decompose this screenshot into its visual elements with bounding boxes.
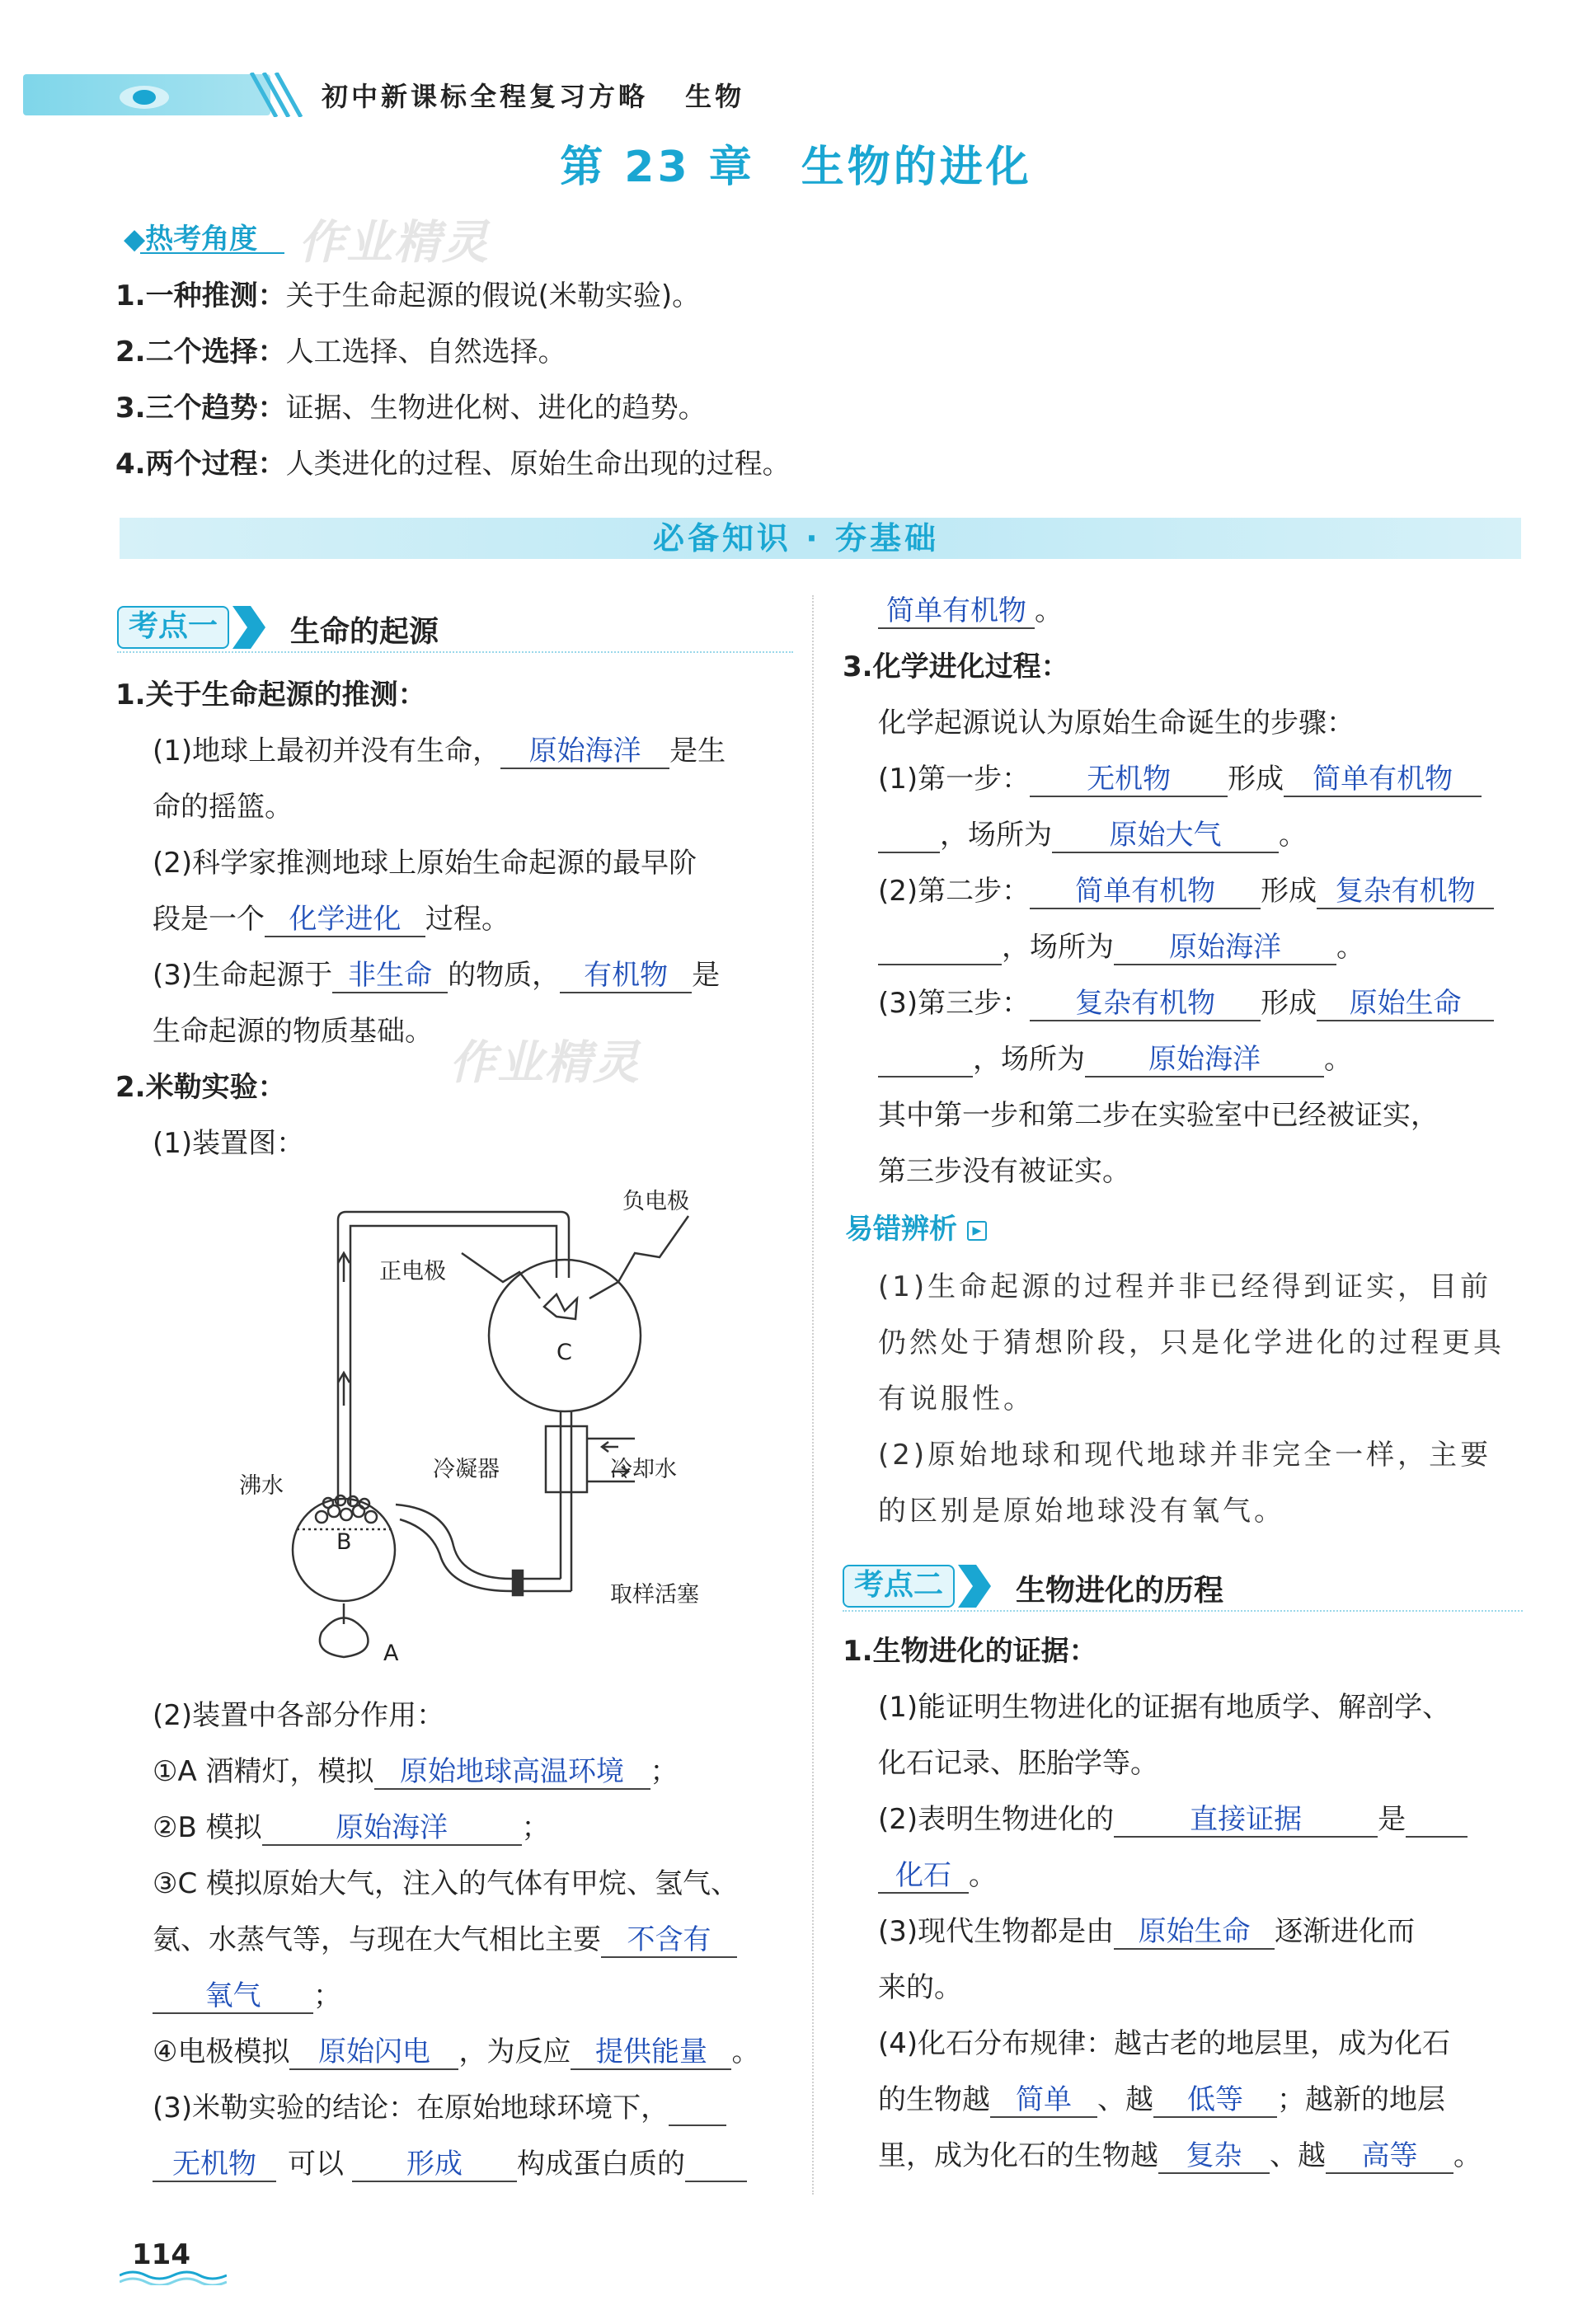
answer-blank: 原始闪电 (289, 2036, 458, 2070)
kd1-q1-3d: 生命起源的物质基础。 (153, 1015, 433, 1048)
answer-blank (1406, 1804, 1468, 1838)
hot-topics-label: ◆热考角度 (124, 223, 258, 256)
hint-2b: 的区别是原始地球没有氧气。 (878, 1495, 1285, 1528)
text: (3)现代生物都是由 (878, 1915, 1115, 1948)
hot-item-text: 人工选择、自然选择。 (285, 336, 566, 369)
right-q3-intro: 化学起源说认为原始生命诞生的步骤： (878, 707, 1355, 739)
text: 、越 (1097, 2083, 1153, 2116)
kd1-q2-2-3a: ③C 模拟原始大气，注入的气体有甲烷、氢气、 (153, 1867, 740, 1900)
chevron-right-icon (958, 1565, 991, 1608)
summary-2: 第三步没有被证实。 (878, 1155, 1130, 1188)
text: (1)第一步： (878, 763, 1031, 796)
hint-1c: 有说服性。 (878, 1383, 1035, 1416)
answer-blank (685, 2148, 747, 2182)
kd1-title: 生命的起源 (290, 615, 439, 649)
text: 。 (731, 2035, 760, 2068)
evidence-4e (878, 2137, 1482, 2175)
kd1-q2-3 (153, 2145, 747, 2183)
right-cont (878, 592, 1063, 630)
hot-item-text: 人类进化的过程、原始生命出现的过程。 (285, 448, 791, 481)
hot-item-head: 1.一种推测： (115, 279, 286, 312)
hot-item-head: 3.三个趋势： (115, 392, 286, 425)
text: 。 (1336, 931, 1364, 964)
answer-blank: 复杂 (1158, 2140, 1270, 2174)
text: 形成 (1228, 763, 1284, 796)
book-logo-icon (115, 79, 173, 112)
step3 (878, 984, 1494, 1022)
answer-blank: 高等 (1326, 2140, 1453, 2174)
answer-blank: 化石 (878, 1860, 969, 1894)
chevron-right-icon (232, 606, 265, 649)
hot-item-4 (115, 445, 791, 483)
condenser-label: 冷凝器 (433, 1457, 500, 1482)
answer-blank: 提供能量 (571, 2036, 731, 2070)
text: 氨、水蒸气等，与现在大气相比主要 (153, 1923, 601, 1956)
text: 。 (1279, 819, 1307, 852)
kd1-q2-1: (1)装置图： (153, 1127, 305, 1160)
text: (1)地球上最初并没有生命， (153, 735, 501, 768)
text: ；越新的地层 (1277, 2083, 1445, 2116)
text: 的生物越 (878, 2083, 990, 2116)
answer-blank: 原始海洋 (262, 1812, 522, 1846)
text: 。 (1035, 594, 1063, 627)
kd1-q1-title: 1.关于生命起源的推测： (115, 678, 426, 711)
negative-electrode-label: 负电极 (622, 1189, 689, 1214)
text: ； (313, 1979, 341, 2012)
kd1-q2-2-3 (153, 1921, 737, 1959)
text: (2)表明生物进化的 (878, 1803, 1115, 1836)
hot-item-head: 4.两个过程： (115, 448, 286, 481)
watermark: 作业精灵 (449, 1036, 641, 1090)
kd1-q2-2-3c (153, 1977, 341, 2015)
answer-blank: 简单有机物 (878, 595, 1035, 629)
right-q3-title: 3.化学进化过程： (843, 650, 1069, 683)
evidence-1b: 化石记录、胚胎学等。 (878, 1747, 1158, 1780)
text: 是 (692, 959, 721, 992)
text: 是 (1378, 1803, 1407, 1836)
answer-blank: 不含有 (601, 1924, 737, 1958)
text: 。 (1324, 1043, 1352, 1076)
evidence-title: 1.生物进化的证据： (843, 1635, 1097, 1668)
text: ②B 模拟 (153, 1811, 262, 1844)
subject: 生物 (685, 81, 745, 112)
text: ，场所为 (940, 819, 1052, 852)
answer-blank: 低等 (1153, 2084, 1277, 2118)
answer-blank (669, 2092, 726, 2126)
text: 。 (969, 1859, 997, 1892)
evidence-4b (878, 2081, 1445, 2119)
kd1-tag: 考点一 (117, 606, 229, 649)
miller-apparatus-diagram (231, 1175, 742, 1669)
lamp-a-label: A (383, 1641, 399, 1666)
evidence-3c: 来的。 (878, 1971, 962, 2004)
evidence-2 (878, 1801, 1468, 1838)
header-stripes (247, 73, 313, 117)
answer-blank: 直接证据 (1114, 1804, 1378, 1838)
hot-item-3 (115, 389, 707, 427)
kd2-underline (843, 1610, 1523, 1612)
answer-blank: 原始海洋 (500, 735, 669, 769)
sampling-valve-label: 取样活塞 (610, 1582, 699, 1608)
text: ①A 酒精灯，模拟 (153, 1755, 374, 1788)
watermark: 作业精灵 (298, 216, 490, 270)
text: 可以 (288, 2148, 344, 2181)
evidence-3 (878, 1913, 1415, 1951)
kd1-q1-3 (153, 956, 720, 994)
hot-item-2 (115, 333, 566, 371)
hot-label-underline (140, 252, 284, 254)
page-number: 114 (132, 2238, 190, 2271)
hint-2a: (2)原始地球和现代地球并非完全一样，主要 (878, 1439, 1492, 1472)
answer-blank: 简单 (990, 2084, 1097, 2118)
step2-b (878, 928, 1364, 966)
text: ，场所为 (1002, 931, 1114, 964)
answer-blank: 简单有机物 (1030, 876, 1261, 909)
chapter-title: 第 23 章 生物的进化 (560, 143, 1032, 192)
answer-blank (878, 932, 1002, 965)
hint-1a: (1)生命起源的过程并非已经得到证实，目前 (878, 1270, 1492, 1303)
hot-item-head: 2.二个选择： (115, 336, 286, 369)
answer-blank: 原始海洋 (1114, 932, 1336, 965)
answer-blank: 原始地球高温环境 (374, 1756, 650, 1790)
text: ，场所为 (973, 1043, 1085, 1076)
text: ； (521, 1811, 550, 1844)
kd1-q1-1c: 命的摇篮。 (153, 791, 293, 824)
text: 。 (1453, 2139, 1482, 2172)
text: 形成 (1261, 987, 1317, 1020)
text: 的物质， (448, 959, 561, 992)
answer-blank: 非生命 (332, 960, 448, 993)
kd1-q1-1 (153, 732, 726, 770)
answer-blank: 有机物 (560, 960, 692, 993)
cooling-water-label: 冷却水 (610, 1457, 677, 1482)
play-icon: ▶ (967, 1221, 987, 1241)
evidence-1a: (1)能证明生物进化的证据有地质学、解剖学、 (878, 1691, 1451, 1724)
answer-blank: 原始海洋 (1085, 1044, 1324, 1077)
evidence-4a: (4)化石分布规律：越古老的地层里，成为化石 (878, 2027, 1451, 2060)
summary-1: 其中第一步和第二步在实验室中已经被证实， (878, 1099, 1439, 1132)
hot-item-text: 证据、生物进化树、进化的趋势。 (285, 392, 707, 425)
kd1-q1-2a: (2)科学家推测地球上原始生命起源的最早阶 (153, 847, 697, 880)
hot-topics-label-text: 热考角度 (145, 223, 258, 256)
boiling-water-label: 沸水 (239, 1473, 284, 1499)
answer-blank: 无机物 (1030, 763, 1228, 797)
text: 段是一个 (153, 903, 265, 936)
step3-b (878, 1040, 1352, 1078)
kd1-q2-2: (2)装置中各部分作用： (153, 1699, 445, 1732)
answer-blank: 原始生命 (1114, 1916, 1275, 1950)
kd2-title: 生物进化的历程 (1016, 1574, 1224, 1608)
text: 过程。 (425, 903, 510, 936)
hint-title-text: 易错辨析 (845, 1213, 957, 1246)
text: 形成 (1261, 875, 1317, 908)
book-title: 初中新课标全程复习方略 (322, 81, 649, 112)
positive-electrode-label: 正电极 (379, 1259, 446, 1284)
text: 里，成为化石的生物越 (878, 2139, 1158, 2172)
answer-blank (878, 1044, 973, 1077)
answer-blank: 氧气 (153, 1980, 313, 2014)
kd1-q1-2 (153, 900, 510, 938)
step1 (878, 760, 1482, 798)
answer-blank: 原始生命 (1317, 988, 1494, 1021)
text: 构成蛋白质的 (517, 2148, 685, 2181)
text: ，为反应 (458, 2035, 571, 2068)
text: (3)第三步： (878, 987, 1031, 1020)
answer-blank: 化学进化 (265, 904, 425, 937)
text: (3)米勒实验的结论：在原始地球环境下， (153, 2092, 669, 2124)
hint-title (845, 1210, 987, 1248)
step2 (878, 872, 1494, 910)
answer-blank: 原始大气 (1052, 819, 1279, 853)
answer-blank: 复杂有机物 (1317, 876, 1494, 909)
kd2-tag: 考点二 (843, 1565, 955, 1608)
text: 是生 (669, 735, 726, 768)
hot-item-text: 关于生命起源的假说(米勒实验)。 (285, 279, 701, 312)
text: 逐渐进化而 (1275, 1915, 1416, 1948)
answer-blank: 复杂有机物 (1030, 988, 1261, 1021)
kd1-q2-3a (153, 2089, 726, 2127)
answer-blank: 无机物 (153, 2148, 276, 2182)
text: (2)第二步： (878, 875, 1031, 908)
step1-b (878, 816, 1307, 854)
text: (3)生命起源于 (153, 959, 333, 992)
column-divider (812, 595, 814, 2195)
section-band-title: 必备知识 · 夯基础 (653, 520, 939, 556)
text: ； (650, 1755, 679, 1788)
answer-blank: 形成 (352, 2148, 517, 2182)
text: ④电极模拟 (153, 2035, 290, 2068)
hint-1b: 仍然处于猜想阶段，只是化学进化的过程更具 (878, 1326, 1505, 1359)
hot-item-1 (115, 277, 700, 315)
kd1-underline (117, 651, 793, 653)
text: 、越 (1270, 2139, 1326, 2172)
header-title (322, 76, 744, 114)
kd1-q2-2-1 (153, 1753, 679, 1791)
kd1-q2-title: 2.米勒实验： (115, 1071, 286, 1104)
flask-b-label: B (336, 1529, 352, 1555)
flask-c-label: C (556, 1340, 572, 1365)
evidence-2b (878, 1857, 997, 1894)
answer-blank: 简单有机物 (1284, 763, 1482, 797)
wave-decoration (120, 2269, 227, 2285)
kd1-q2-2-2 (153, 1809, 550, 1847)
answer-blank (878, 819, 940, 853)
kd1-q2-2-4 (153, 2033, 759, 2071)
